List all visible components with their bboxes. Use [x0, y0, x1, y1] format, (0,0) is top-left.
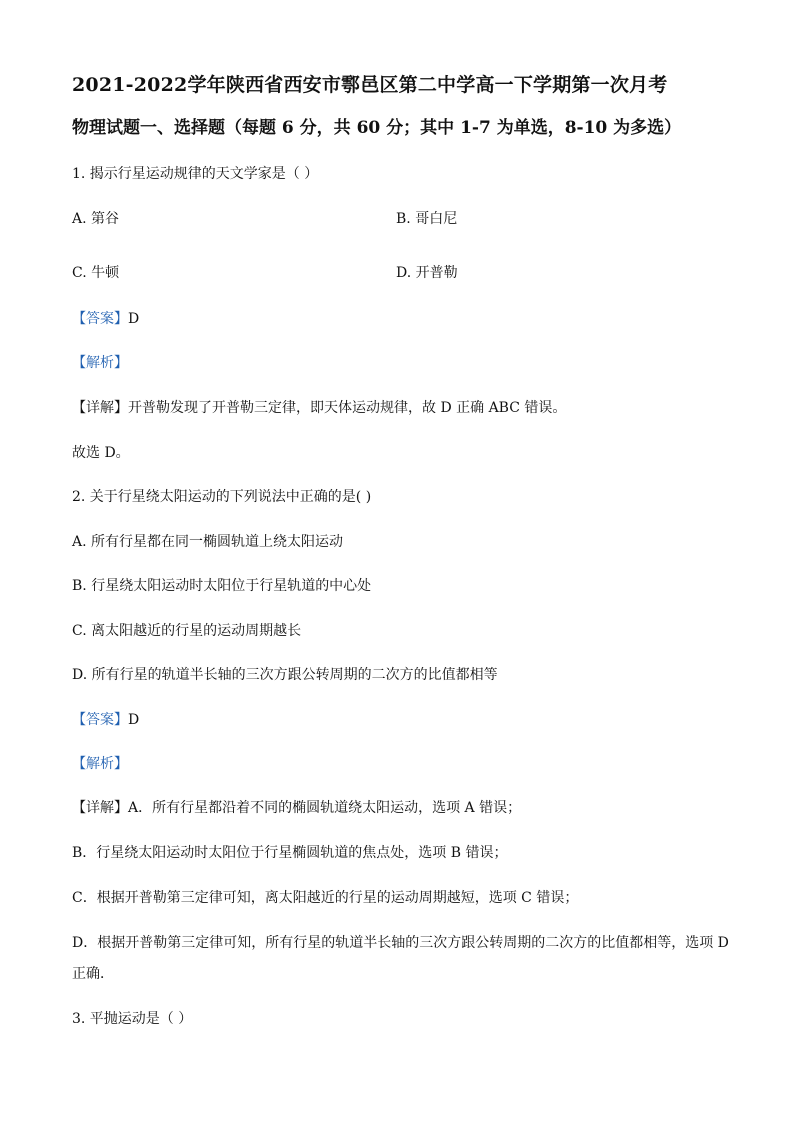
question-1-conclusion: 故选 D。 — [72, 445, 130, 461]
question-2-option-c: C. 离太阳越近的行星的运动周期越长 — [72, 623, 302, 639]
question-1-stem: 1. 揭示行星运动规律的天文学家是（ ） — [72, 166, 319, 182]
question-2-detail-a — [72, 797, 521, 817]
question-1-analysis-tag: 【解析】 — [72, 355, 128, 371]
question-2-detail-b: B．行星绕太阳运动时太阳位于行星椭圆轨道的焦点处，选项 B 错误； — [72, 845, 508, 861]
detail-text: 开普勒发现了开普勒三定律，即天体运动规律，故 D 正确 ABC 错误。 — [128, 400, 567, 416]
question-2-detail-d-cont: 正确． — [72, 966, 114, 982]
question-2-stem: 2. 关于行星绕太阳运动的下列说法中正确的是( ) — [72, 489, 372, 505]
question-2-option-d: D. 所有行星的轨道半长轴的三次方跟公转周期的二次方的比值都相等 — [72, 667, 498, 683]
question-2-detail-c: C．根据开普勒第三定律可知，离太阳越近的行星的运动周期越短，选项 C 错误； — [72, 890, 579, 906]
answer-value: D — [128, 311, 140, 327]
question-1-option-d: D. 开普勒 — [396, 265, 458, 281]
question-1-answer — [72, 308, 139, 328]
question-2-analysis-tag: 【解析】 — [72, 756, 128, 772]
answer-tag: 【答案】 — [72, 311, 128, 327]
question-2-detail-d: D．根据开普勒第三定律可知，所有行星的轨道半长轴的三次方跟公转周期的二次方的比值都相等，选项 D — [72, 935, 729, 951]
answer-value: D — [128, 712, 140, 728]
section-heading: 物理试题一、选择题（每题 6 分，共 60 分；其中 1-7 为单选，8-10 为多选） — [72, 118, 682, 138]
question-1-option-a: A. 第谷 — [72, 211, 120, 227]
question-1-detail — [72, 397, 566, 417]
detail-text: A．所有行星都沿着不同的椭圆轨道绕太阳运动，选项 A 错误； — [128, 800, 522, 816]
answer-tag: 【答案】 — [72, 712, 128, 728]
detail-tag: 【详解】 — [72, 800, 128, 816]
question-1-option-b: B. 哥白尼 — [396, 211, 458, 227]
question-2-answer — [72, 709, 139, 729]
document-title: 2021-2022学年陕西省西安市鄠邑区第二中学高一下学期第一次月考 — [72, 74, 668, 96]
question-3-stem: 3. 平抛运动是（ ） — [72, 1011, 193, 1027]
detail-tag: 【详解】 — [72, 400, 128, 416]
question-2-option-a: A. 所有行星都在同一椭圆轨道上绕太阳运动 — [72, 534, 344, 550]
question-2-option-b: B. 行星绕太阳运动时太阳位于行星轨道的中心处 — [72, 578, 372, 594]
question-1-option-c: C. 牛顿 — [72, 265, 120, 281]
